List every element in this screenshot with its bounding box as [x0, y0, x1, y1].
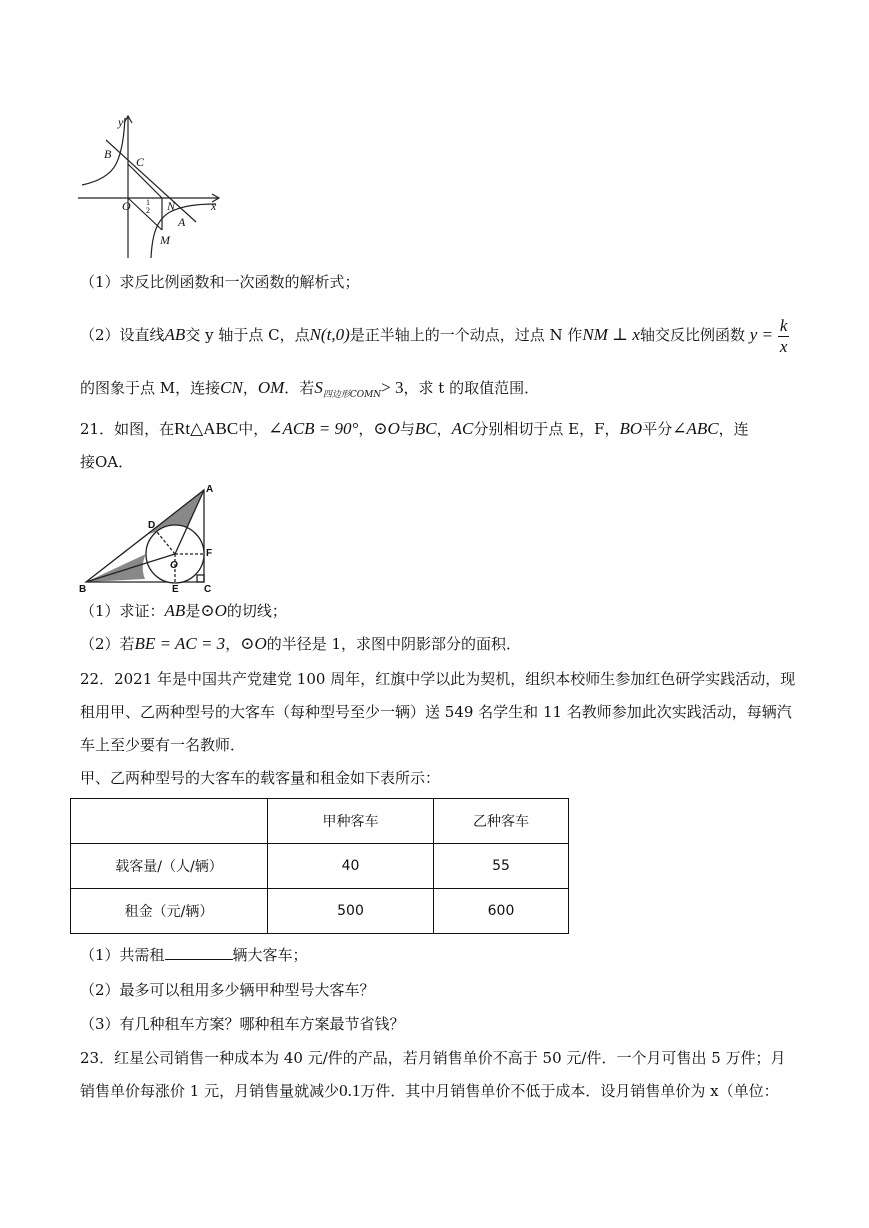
q20-om: OM [257, 378, 285, 397]
q20-part1: （1）求反比例函数和一次函数的解析式； [80, 273, 360, 291]
q21-rt: Rt△ABC [174, 419, 239, 438]
q23-num: 0.1 [339, 1081, 361, 1100]
segment-om [128, 198, 162, 230]
q21-line1 [80, 419, 749, 439]
q21-s1-o: ⊙O [200, 601, 227, 620]
table-cell: 40 [268, 844, 434, 889]
q21-s2-o: ⊙O [240, 634, 267, 653]
q20-comma: ， [242, 379, 258, 397]
q21-text-b: 中， [238, 420, 269, 438]
label-b: B [104, 147, 112, 161]
q20-text-e: 的图象于点 M，连接 [80, 379, 221, 397]
q20-s: S [314, 378, 323, 397]
q21-s1-c: 的切线； [226, 602, 287, 620]
q21-ac: AC [451, 419, 474, 438]
q21-s2-b: ， [225, 635, 241, 653]
q21-line2: 接OA． [80, 453, 134, 471]
table-row [71, 844, 569, 889]
q21-sub1 [80, 601, 287, 621]
q20-y-eq: y = [749, 325, 774, 344]
fig2-label-c: C [204, 584, 212, 594]
q21-text-e: ， [436, 420, 452, 438]
q21-sub2 [80, 634, 521, 654]
q20-s-sub: 四边形COMN [322, 390, 382, 400]
label-y: y [118, 115, 124, 129]
table-header-cell: 甲种客车 [268, 799, 434, 844]
fig2-label-e: E [172, 584, 179, 594]
q21-text-c: ， [358, 420, 374, 438]
q21-s2-eq: BE = AC = 3 [134, 634, 226, 653]
right-angle-mark [197, 575, 204, 582]
q20-text-d: 轴交反比例函数 [639, 326, 745, 344]
q21-text-d: 与 [399, 420, 415, 438]
label-half-num: 1 [146, 198, 150, 207]
q21-abc: ∠ABC [672, 419, 719, 438]
q23-text-b: 万件．其中月销售单价不低于成本．设月销售单价为 x（单位： [360, 1082, 779, 1100]
fig2-label-b: B [79, 584, 87, 594]
q20-frac-k: k [779, 315, 788, 335]
table-cell: 55 [434, 844, 569, 889]
q21-text-f: 分别相切于点 E，F， [473, 420, 620, 438]
label-x: x [211, 199, 217, 213]
bus-table [70, 798, 569, 934]
q21-angle: ∠ACB = 90° [268, 419, 359, 438]
q20-text-c: 是正半轴上的一个动点，过点 N 作 [349, 326, 583, 344]
table-cell: 600 [434, 889, 569, 934]
q23-text-a: 销售单价每涨价 1 元，月销售量就减少 [80, 1082, 340, 1100]
q21-bc: BC [414, 419, 437, 438]
q20-text-a: （2）设直线 [80, 326, 165, 344]
q20-part2-line1 [80, 312, 789, 358]
q22-line1: 22．2021 年是中国共产党建党 100 周年，红旗中学以此为契机，组织本校师生参加红色研学实践活动，现 [80, 670, 796, 688]
q20-part2-line2 [80, 378, 539, 405]
label-a: A [178, 215, 186, 229]
label-o: O [122, 199, 131, 213]
q20-nm: NM ⊥ x [582, 325, 640, 344]
q20-gt3: > 3 [381, 378, 404, 397]
q22-s1-a: （1）共需租 [80, 946, 165, 964]
q22-line4: 甲、乙两种型号的大客车的载客量和租金如下表所示： [80, 769, 441, 787]
q23-line1: 23．红星公司销售一种成本为 40 元/件的产品，若月销售单价不高于 50 元/件．一个月可售出 5 万件；月 [80, 1049, 786, 1067]
q20-text-b: 交 y 轴于点 C，点 [185, 326, 310, 344]
label-half-den: 2 [146, 206, 150, 215]
line-ab [106, 140, 196, 222]
q20-nt: N(t,0) [309, 325, 350, 344]
hyperbola-branch-right [151, 204, 216, 258]
function-graph-figure [76, 112, 226, 260]
q22-sub2: （2）最多可以租用多少辆甲种型号大客车？ [80, 981, 375, 999]
q21-s2-a: （2）若 [80, 635, 135, 653]
answer-blank[interactable] [165, 945, 233, 960]
table-cell: 500 [268, 889, 434, 934]
q21-circ: ⊙O [373, 419, 400, 438]
label-m: M [160, 233, 170, 247]
q20-text-g: ，求 t 的取值范围． [403, 379, 540, 397]
q21-s1-a: （1）求证： [80, 602, 165, 620]
q21-text-a: 21．如图，在 [80, 420, 175, 438]
triangle-circle-figure [78, 482, 218, 594]
q20-ab: AB [164, 325, 186, 344]
q20-cn: CN [220, 378, 243, 397]
segment-cn [128, 164, 162, 198]
label-c: C [136, 155, 145, 169]
q23-line2 [80, 1081, 779, 1101]
table-cell: 载客量/（人/辆） [71, 844, 268, 889]
q20-text-f: ．若 [284, 379, 315, 397]
q22-sub3: （3）有几种租车方案？哪种租车方案最节省钱？ [80, 1015, 405, 1033]
fig2-label-o: O [170, 560, 178, 571]
table-cell: 租金（元/辆） [71, 889, 268, 934]
table-header-row [71, 799, 569, 844]
q21-text-h: ，连 [718, 420, 749, 438]
q21-s1-ab: AB [164, 601, 186, 620]
q21-s2-c: 的半径是 1，求图中阴影部分的面积． [266, 635, 522, 653]
q20-fraction [778, 316, 790, 357]
q22-line2: 租用甲、乙两种型号的大客车（每种型号至少一辆）送 549 名学生和 11 名教师参加此次实践活动，每辆汽 [80, 703, 792, 721]
q20-frac-x: x [779, 336, 788, 356]
table-row [71, 889, 569, 934]
q21-bo: BO [619, 419, 643, 438]
label-n: N [167, 199, 176, 213]
q22-sub1 [80, 945, 308, 965]
table-header-cell: 乙种客车 [434, 799, 569, 844]
fig2-label-f: F [206, 548, 213, 559]
q21-text-g: 平分 [642, 420, 673, 438]
q22-s1-b: 辆大客车； [232, 946, 308, 964]
table-header-cell [71, 799, 268, 844]
q21-s1-b: 是 [185, 602, 201, 620]
fig2-label-a: A [206, 484, 214, 495]
q22-line3: 车上至少要有一名教师． [80, 736, 246, 754]
fig2-label-d: D [148, 520, 156, 531]
